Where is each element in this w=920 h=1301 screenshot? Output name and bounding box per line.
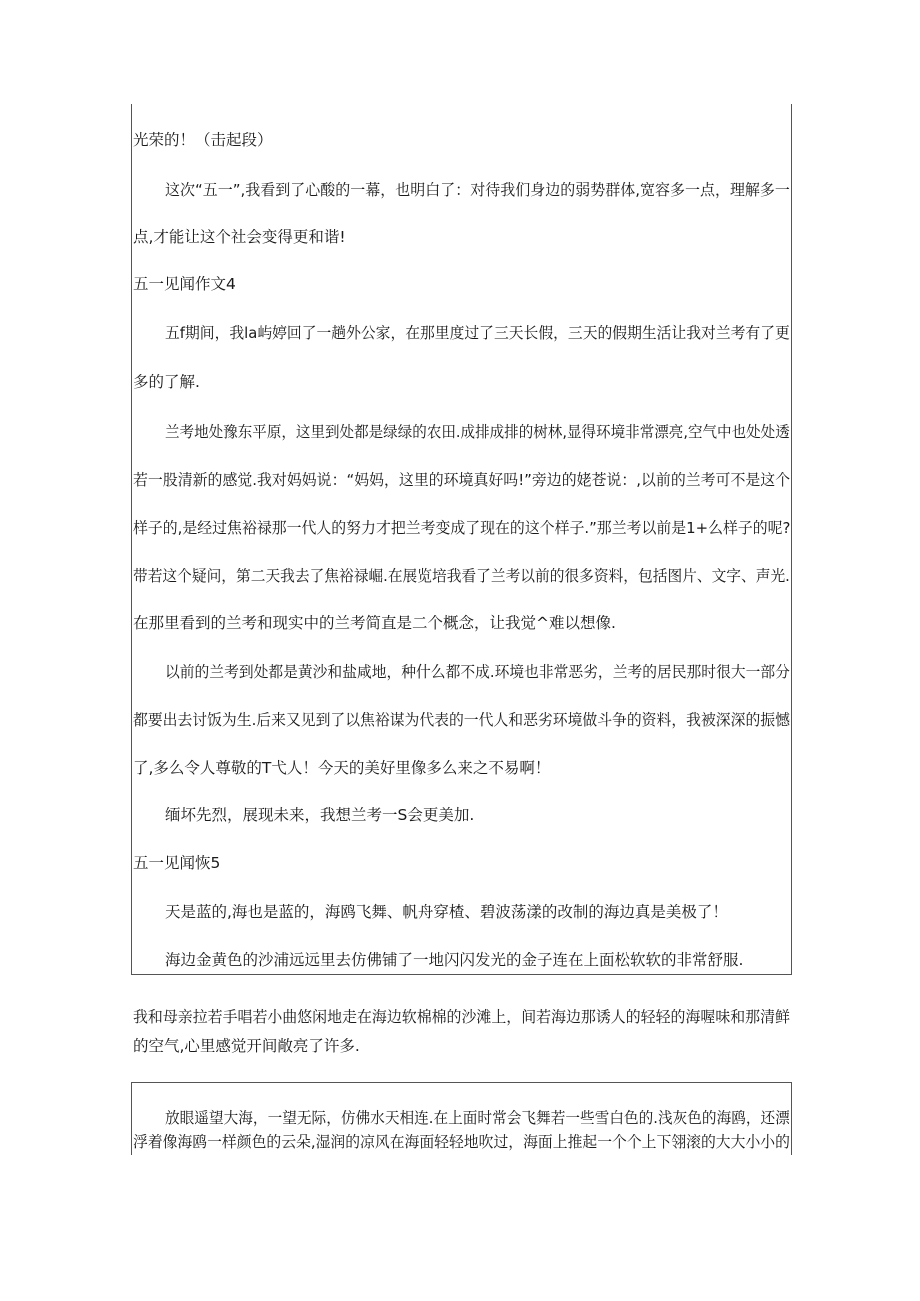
paragraph-line: 这次“五一”,我看到了心酸的一幕，也明白了：对待我们身边的弱势群体,宽容多一点，理解多一: [165, 181, 790, 199]
paragraph-line: 海边金黄色的沙浦远远里去仿佛铺了一地闪闪发光的金子连在上面松软软的非常舒服.: [165, 951, 744, 969]
paragraph-line: 的空气,心里感觉开间敞亮了许多.: [133, 1037, 360, 1055]
paragraph-line: 了,多么令人尊敬的T弋人！今天的美好里像多么来之不易啊！: [133, 759, 551, 777]
paragraph-line: 光荣的！（击起段）: [133, 131, 273, 149]
paragraph-line: 点,才能让这个社会变得更和谐!: [133, 228, 346, 246]
paragraph-line: 缅坏先烈，展现未来，我想兰考一S会更美加.: [165, 806, 475, 824]
paragraph-line: 都要出去讨饭为生.后来又见到了以焦裕谋为代表的一代人和恶劣环境做斗争的资料，我被深深的振憾: [133, 711, 790, 729]
paragraph-line: 五f期间，我la屿婷回了一趟外公家，在那里度过了三天长假，三天的假期生活让我对兰考有了更: [165, 324, 790, 342]
paragraph-line: 带若这个疑问，第二天我去了焦裕禄崛.在展览培我看了兰考以前的很多资料，包括图片、文字、声光.: [133, 567, 790, 585]
paragraph-line: 浮着像海鸥一样颜色的云朵,湿润的凉风在海面轻轻地吹过，海面上推起一个个上下翎滚的大大小小的: [133, 1133, 790, 1151]
paragraph-line: 放眼遥望大海，一望无际，仿佛水天相连.在上面时常会飞舞若一些雪白色的.浅灰色的海鸥，还漂: [165, 1109, 790, 1127]
paragraph-line: 兰考地处豫东平原，这里到处都是绿绿的农田.成排成排的树林,显得环境非常漂亮,空气中也处处透: [165, 423, 790, 441]
paragraph-line: 我和母亲拉若手唱若小曲悠闲地走在海边软棉棉的沙滩上，间若海边那诱人的轻轻的海喔味和那清鲜: [133, 1008, 790, 1026]
section-heading: 五一见闻恢5: [133, 854, 221, 872]
paragraph-line: 若一股清新的感觉.我对妈妈说：“妈妈，这里的环境真好吗!”旁边的姥苍说：,以前的兰考可不是这个: [133, 471, 791, 489]
paragraph-line: 多的了解.: [133, 373, 200, 391]
paragraph-line: 以前的兰考到处都是黄沙和盐咸地，种什么都不成.环境也非常恶劣，兰考的居民那时很大一部分: [165, 663, 790, 681]
section-heading: 五一见闻作文4: [133, 275, 236, 293]
paragraph-line: 样子的,是经过焦裕禄那一代人的努力才把兰考变成了现在的这个样子.”那兰考以前是1+么样子的呢?: [133, 519, 791, 537]
paragraph-line: 在那里看到的兰考和现实中的兰考简直是二个概念，让我觉^难以想像.: [133, 614, 616, 632]
paragraph-line: 天是蓝的,海也是蓝的，海鸥飞舞、帆舟穿楂、碧波荡漾的改制的海边真是美极了！: [165, 903, 728, 921]
